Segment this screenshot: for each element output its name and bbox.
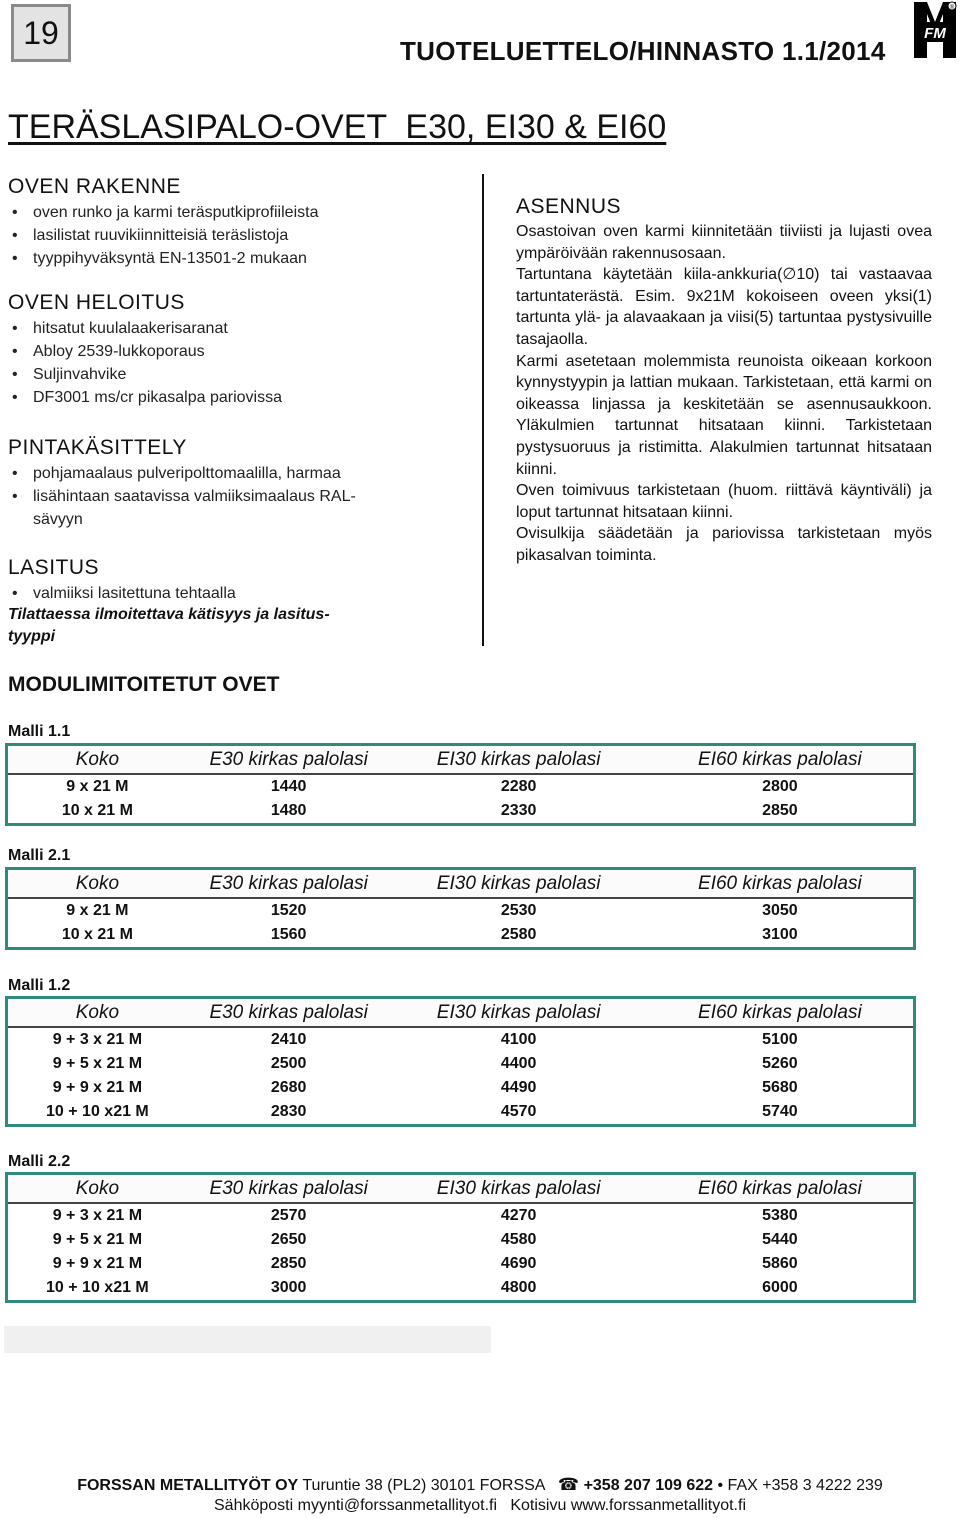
table-cell: 6000: [762, 1279, 798, 1296]
table-cell: 4580: [500, 1231, 537, 1248]
phone-number: +358 207 109 622: [583, 1477, 714, 1494]
fax-number: FAX +358 3 4222 239: [727, 1477, 883, 1494]
list-item: • pohjamaalaus pulveripolttomaalilla, harmaa: [8, 462, 356, 485]
column-header: EI30 kirkas palolasi: [391, 1175, 647, 1204]
column-header: Koko: [8, 870, 187, 899]
table-cell: 3100: [762, 926, 798, 943]
asennus-paragraph: Ovisulkija säädetään ja pariovissa tarkistetaan myös pikasalvan toiminta.: [516, 525, 932, 564]
table-cell: 9 + 9 x 21 M: [52, 1255, 143, 1272]
table-row: [8, 1228, 913, 1252]
table-row: [8, 923, 913, 947]
table-cell: 2330: [500, 802, 537, 819]
table-cell: 2500: [270, 1055, 307, 1072]
asennus-section: [516, 195, 932, 567]
company-name: FORSSAN METALLITYÖT OY: [77, 1477, 299, 1494]
table-row: [8, 799, 913, 823]
table-cell: 4690: [500, 1255, 537, 1272]
table-cell: 2800: [762, 778, 798, 795]
table-cell: 4400: [500, 1055, 537, 1072]
order-note-line1: Tilattaessa ilmoitettava kätisyys ja lasitus-: [8, 606, 330, 623]
list-item: • valmiiksi lasitettuna tehtaalla: [8, 582, 236, 605]
list-item: • hitsatut kuulalaakerisaranat: [8, 317, 282, 340]
table-row: [8, 1052, 913, 1076]
list-item-continuation: sävyyn: [33, 511, 83, 528]
column-header: EI60 kirkas palolasi: [647, 1175, 913, 1204]
column-divider: [482, 174, 484, 646]
price-table-malli-2-2: [5, 1172, 916, 1303]
table-cell: 2650: [270, 1231, 307, 1248]
table-cell: 2570: [270, 1207, 307, 1224]
table-cell: 10 + 10 x21 M: [46, 1103, 149, 1120]
column-header: Koko: [8, 746, 187, 775]
table-cell: 5740: [762, 1103, 798, 1120]
section-heading-pintakasittely: PINTAKÄSITTELY: [8, 436, 187, 459]
price-table-malli-1-2: [5, 996, 916, 1127]
table-cell: 5860: [762, 1255, 798, 1272]
table-row: [8, 775, 913, 799]
svg-text:®: ®: [949, 5, 955, 11]
table-cell: 10 + 10 x21 M: [46, 1279, 149, 1296]
table-cell: 5680: [762, 1079, 798, 1096]
table-cell: 5440: [762, 1231, 798, 1248]
fm-logo-icon: [912, 0, 958, 64]
main-title: TERÄSLASIPALO-OVET E30, EI30 & EI60: [8, 108, 667, 146]
asennus-paragraph: Karmi asetetaan molemmista reunoista oikeaan korkoon kynnystyypin ja lattian mukaan. Tarkistetaan, että karmi on oikeassa linjassa ja keskitetään se asennusaukkoon. Yläkulmien tartunnat hitsataan kiinni. Tarkistetaan pystysuoruus ja ristimitta. Alakulmien tartunnat hitsataan kiinni.: [516, 352, 932, 478]
bullet-separator: •: [717, 1477, 724, 1494]
table-cell: 9 + 3 x 21 M: [52, 1031, 143, 1048]
list-lasitus: [8, 582, 236, 605]
table-cell: 10 x 21 M: [61, 802, 133, 819]
table-cell: 10 x 21 M: [61, 926, 133, 943]
list-heloitus: [8, 317, 282, 409]
table-cell: 1480: [270, 802, 307, 819]
section-heading-asennus: ASENNUS: [516, 195, 622, 218]
malli-label: Malli 2.1: [8, 847, 71, 864]
section-heading-heloitus: OVEN HELOITUS: [8, 291, 185, 314]
table-cell: 2580: [500, 926, 537, 943]
malli-label: Malli 2.2: [8, 1153, 71, 1170]
price-table-malli-2-1: [5, 867, 916, 950]
telephone-icon: ☎: [557, 1475, 580, 1494]
list-item: • lasilistat ruuvikiinnitteisiä teräslistoja: [8, 224, 318, 247]
column-header: E30 kirkas palolasi: [187, 746, 391, 775]
price-table-malli-1-1: [5, 743, 916, 826]
table-cell: 4100: [500, 1031, 537, 1048]
table-cell: 2850: [762, 802, 798, 819]
column-header: E30 kirkas palolasi: [187, 999, 391, 1028]
list-item: • lisähintaan saatavissa valmiiksimaalaus RAL-: [8, 485, 356, 508]
table-cell: 3000: [270, 1279, 307, 1296]
section-heading-modulimitoitetut: MODULIMITOITETUT OVET: [8, 673, 280, 696]
asennus-paragraph: Oven toimivuus tarkistetaan (huom. riittävä käyntiväli) ja loput tartunnat hitsataan kiinni.: [516, 482, 932, 521]
asennus-paragraph: Osastoivan oven karmi kiinnitetään tiiviisti ja lujasti ovea ympäröivään rakennusosaan.: [516, 223, 932, 262]
table-row: [8, 1076, 913, 1100]
column-header: EI60 kirkas palolasi: [647, 870, 913, 899]
column-header: EI30 kirkas palolasi: [391, 999, 647, 1028]
table-cell: 2280: [500, 778, 537, 795]
list-item: • DF3001 ms/cr pikasalpa pariovissa: [8, 386, 282, 409]
table-cell: 2850: [270, 1255, 307, 1272]
catalog-title: TUOTELUETTELO/HINNASTO 1.1/2014: [400, 36, 886, 66]
asennus-paragraph: Tartuntana käytetään kiila-ankkuria(∅10) tai vastaavaa tartuntaterästä. Esim. 9x21M kokoiseen oveen yksi(1) tartunta ylä- ja alavaakaan ja viisi(5) tartuntaa pystysivuille tasajaolla.: [516, 266, 932, 348]
section-heading-lasitus: LASITUS: [8, 556, 100, 579]
list-item: • oven runko ja karmi teräsputkiprofiileista: [8, 201, 318, 224]
footer-web-line: [0, 1497, 960, 1515]
table-cell: 5380: [762, 1207, 798, 1224]
section-heading-rakenne: OVEN RAKENNE: [8, 175, 181, 198]
table-cell: 2680: [270, 1079, 307, 1096]
page-number: 19: [11, 4, 71, 62]
list-rakenne: [8, 201, 318, 270]
table-cell: 9 + 5 x 21 M: [52, 1055, 143, 1072]
table-row: [8, 899, 913, 923]
column-header: Koko: [8, 999, 187, 1028]
table-cell: 9 x 21 M: [66, 778, 129, 795]
table-cell: 1520: [270, 902, 307, 919]
table-cell: 1440: [270, 778, 307, 795]
table-row: [8, 1252, 913, 1276]
order-note-line2: tyyppi: [8, 628, 56, 645]
table-cell: 4800: [500, 1279, 537, 1296]
table-row: [8, 1204, 913, 1228]
table-row: [8, 1028, 913, 1052]
list-item: • Suljinvahvike: [8, 363, 282, 386]
table-cell: 1560: [270, 926, 307, 943]
column-header: EI30 kirkas palolasi: [391, 870, 647, 899]
footer-contact-line: [0, 1475, 960, 1495]
company-address: Turuntie 38 (PL2) 30101 FORSSA: [302, 1477, 545, 1494]
column-header: EI60 kirkas palolasi: [647, 746, 913, 775]
table-cell: 9 + 5 x 21 M: [52, 1231, 143, 1248]
list-pintakasittely: [8, 462, 356, 531]
malli-label: Malli 1.1: [8, 723, 71, 740]
table-row: [8, 1100, 913, 1124]
column-header: E30 kirkas palolasi: [187, 870, 391, 899]
table-cell: 9 + 9 x 21 M: [52, 1079, 143, 1096]
list-item: • tyyppihyväksyntä EN-13501-2 mukaan: [8, 247, 318, 270]
table-cell: 4570: [500, 1103, 537, 1120]
table-cell: 2830: [270, 1103, 307, 1120]
list-item: • Abloy 2539-lukkoporaus: [8, 340, 282, 363]
website-link[interactable]: Kotisivu www.forssanmetallityot.fi: [510, 1497, 746, 1514]
column-header: E30 kirkas palolasi: [187, 1175, 391, 1204]
table-cell: 2530: [500, 902, 537, 919]
table-row: [8, 1276, 913, 1300]
column-header: EI60 kirkas palolasi: [647, 999, 913, 1028]
table-cell: 5100: [762, 1031, 798, 1048]
table-cell: 4270: [500, 1207, 537, 1224]
column-header: EI30 kirkas palolasi: [391, 746, 647, 775]
table-cell: 9 + 3 x 21 M: [52, 1207, 143, 1224]
malli-label: Malli 1.2: [8, 977, 71, 994]
table-cell: 5260: [762, 1055, 798, 1072]
table-cell: 2410: [270, 1031, 307, 1048]
table-cell: 3050: [762, 902, 798, 919]
table-cell: 9 x 21 M: [66, 902, 129, 919]
logo-text: FM: [924, 25, 946, 42]
blank-gray-box: [4, 1326, 491, 1353]
table-cell: 4490: [500, 1079, 537, 1096]
email-link[interactable]: Sähköposti myynti@forssanmetallityot.fi: [214, 1497, 498, 1514]
column-header: Koko: [8, 1175, 187, 1204]
